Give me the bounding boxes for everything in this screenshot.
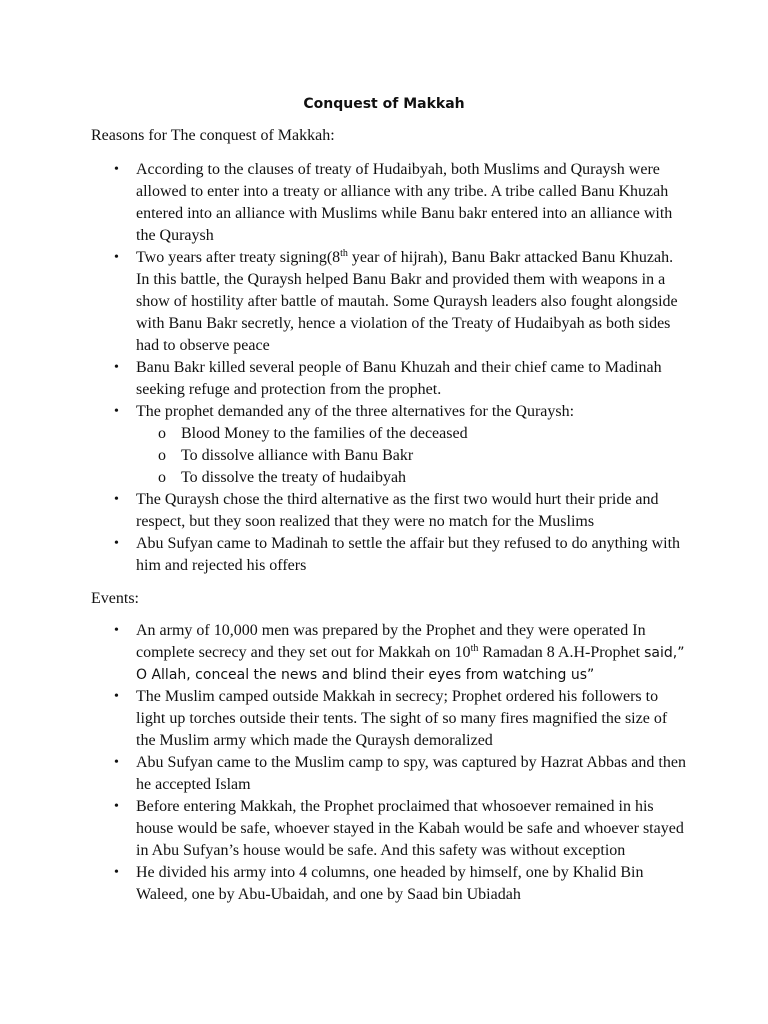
bullet-icon: • xyxy=(114,250,119,265)
bullet-icon: • xyxy=(114,799,119,814)
list-item xyxy=(0,796,686,862)
list-item-text: An army of 10,000 men was prepared by the Prophet and they were operated In complete secrecy and they set out for Makkah on 10th Ramadan 8 A.H-Prophet said,” O Allah, conceal the news and blind their eyes from watching us” xyxy=(136,622,685,683)
bullet-icon: • xyxy=(114,360,119,375)
circle-bullet-icon: o xyxy=(158,447,166,464)
list-item-text: He divided his army into 4 columns, one headed by himself, one by Khalid Bin Waleed, one by Abu-Ubaidah, and one by Saad bin Ubiadah xyxy=(136,864,644,903)
list-item-text: According to the clauses of treaty of Hudaibyah, both Muslims and Quraysh were allowed to enter into a treaty or alliance with any tribe. A tribe called Banu Khuzah entered into an alliance with Muslims while Banu bakr entered into an alliance with the Quraysh xyxy=(136,161,673,244)
list-item xyxy=(0,247,686,357)
list-item-text: Two years after treaty signing(8th year of hijrah), Banu Bakr attacked Banu Khuzah. In this battle, the Quraysh helped Banu Bakr and provided them with weapons in a show of hostility after battle of mautah. Some Quraysh leaders also fought alongside with Banu Bakr secretly, hence a violation of the Treaty of Hudaibyah as both sides had to observe peace xyxy=(136,248,678,354)
list-item xyxy=(0,752,686,796)
sub-list-item xyxy=(136,423,686,445)
page-title: Conquest of Makkah xyxy=(303,96,465,112)
list-item xyxy=(0,489,686,533)
list-item-text: Abu Sufyan came to the Muslim camp to spy, was captured by Hazrat Abbas and then he accepted Islam xyxy=(136,754,686,793)
list-item xyxy=(0,686,686,752)
list-item xyxy=(0,533,686,577)
events-list xyxy=(0,620,768,906)
list-item-text: The Quraysh chose the third alternative as the first two would hurt their pride and respect, but they soon realized that they were no match for the Muslims xyxy=(136,491,659,530)
list-item xyxy=(0,620,686,686)
bullet-icon: • xyxy=(114,492,119,507)
prophet-quote: said,” O Allah, conceal the news and blind their eyes from watching us” xyxy=(136,645,685,683)
events-heading: Events: xyxy=(91,590,139,607)
circle-bullet-icon: o xyxy=(158,469,166,486)
list-item-text: Banu Bakr killed several people of Banu Khuzah and their chief came to Madinah seeking refuge and protection from the prophet. xyxy=(136,359,662,398)
alternatives-sublist xyxy=(136,423,686,489)
list-item-text: Before entering Makkah, the Prophet proclaimed that whosoever remained in his house would be safe, whoever stayed in the Kabah would be safe and whoever stayed in Abu Sufyan’s house would be safe. And this safety was without exception xyxy=(136,798,684,859)
bullet-icon: • xyxy=(114,162,119,177)
sub-list-item-text: To dissolve the treaty of hudaibyah xyxy=(181,469,407,486)
sub-list-item-text: To dissolve alliance with Banu Bakr xyxy=(181,447,414,464)
bullet-icon: • xyxy=(114,755,119,770)
list-item xyxy=(0,159,686,247)
bullet-icon: • xyxy=(114,689,119,704)
circle-bullet-icon: o xyxy=(158,425,166,442)
list-item-text: The Muslim camped outside Makkah in secrecy; Prophet ordered his followers to light up torches outside their tents. The sight of so many fires magnified the size of the Muslim army which made the Quraysh demoralized xyxy=(136,688,668,749)
reasons-heading: Reasons for The conquest of Makkah: xyxy=(91,127,335,144)
list-item-text: The prophet demanded any of the three alternatives for the Quraysh: xyxy=(136,403,575,420)
bullet-icon: • xyxy=(114,623,119,638)
list-item xyxy=(0,357,686,401)
sub-list-item xyxy=(136,445,686,467)
bullet-icon: • xyxy=(114,865,119,880)
bullet-icon: • xyxy=(114,404,119,419)
list-item-text: Abu Sufyan came to Madinah to settle the affair but they refused to do anything with him and rejected his offers xyxy=(136,535,681,574)
sub-list-item xyxy=(136,467,686,489)
reasons-list xyxy=(0,159,768,577)
list-item xyxy=(0,401,686,489)
bullet-icon: • xyxy=(114,536,119,551)
list-item xyxy=(0,862,686,906)
sub-list-item-text: Blood Money to the families of the deceased xyxy=(181,425,468,442)
